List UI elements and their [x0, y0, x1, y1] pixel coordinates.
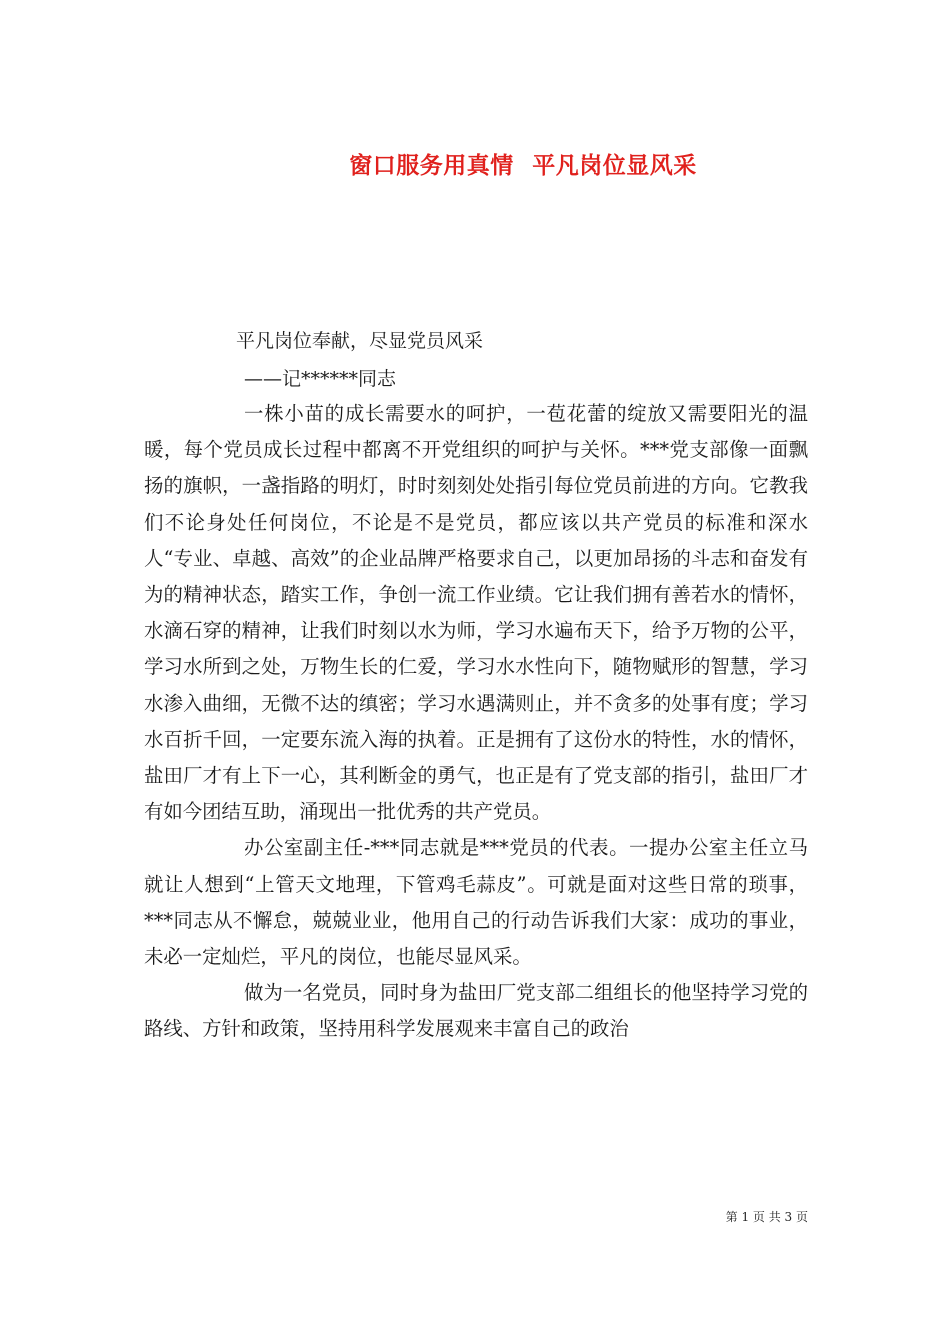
document-title: 窗口服务用真情 平凡岗位显风采: [349, 153, 697, 180]
article-byline: ——记******同志: [244, 368, 397, 390]
body-paragraph: 做为一名党员，同时身为盐田厂党支部二组组长的他坚持学习党的路线、方针和政策，坚持用科学发展观来丰富自己的政治: [144, 981, 808, 1041]
article-heading: 平凡岗位奉献，尽显党员风采: [236, 330, 484, 352]
body-paragraph: 办公室副主任-***同志就是***党员的代表。一提办公室主任立马就让人想到“上管天文地理，下管鸡毛蒜皮”。可就是面对这些日常的琐事，***同志从不懈怠，兢兢业业，他用自己的行动告诉我们大家：成功的事业，未必一定灿烂，平凡的岗位，也能尽显风采。: [144, 836, 808, 969]
article-body: [144, 396, 808, 1048]
page-number-footer: 第 1 页 共 3 页: [725, 1210, 808, 1224]
body-paragraph: 一株小苗的成长需要水的呵护，一苞花蕾的绽放又需要阳光的温暖，每个党员成长过程中都离不开党组织的呵护与关怀。***党支部像一面飘扬的旗帜，一盏指路的明灯，时时刻刻处处指引每位党员前进的方向。它教我们不论身处任何岗位，不论是不是党员，都应该以共产党员的标准和深水人“专业、卓越、高效”的企业品牌严格要求自己，以更加昂扬的斗志和奋发有为的精神状态，踏实工作，争创一流工作业绩。它让我们拥有善若水的情怀，水滴石穿的精神，让我们时刻以水为师，学习水遍布天下，给予万物的公平，学习水所到之处，万物生长的仁爱，学习水水性向下，随物赋形的智慧，学习水渗入曲细，无微不达的缜密；学习水遇满则止，并不贪多的处事有度；学习水百折千回，一定要东流入海的执着。正是拥有了这份水的特性，水的情怀，盐田厂才有上下一心，其利断金的勇气，也正是有了党支部的指引，盐田厂才有如今团结互助，涌现出一批优秀的共产党员。: [144, 402, 808, 824]
